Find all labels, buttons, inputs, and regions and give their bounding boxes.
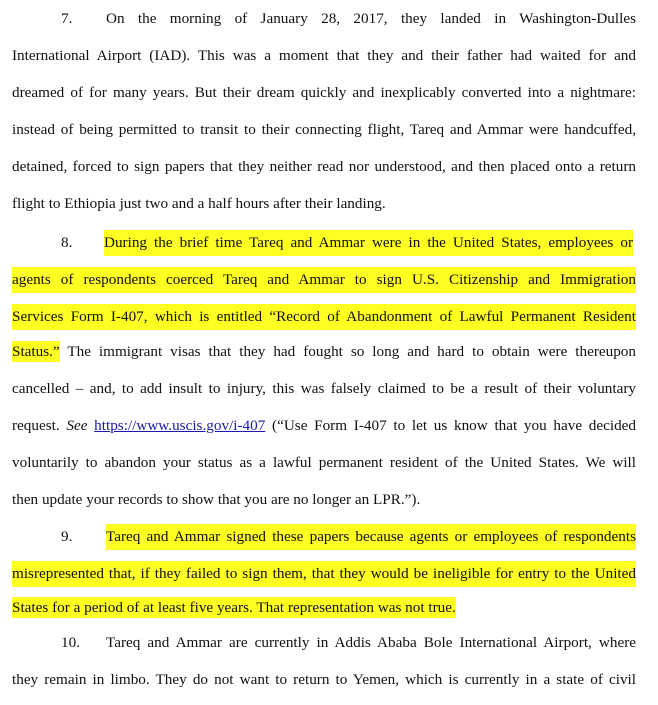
paragraph-number: 7.: [61, 10, 73, 27]
paragraph-7-line-3: dreamed of for many years. But their dream quickly and inexplicably converted into a nightmare:: [12, 84, 636, 101]
paragraph-text: On the morning of January 28, 2017, they landed in Washington-Dulles: [106, 10, 636, 27]
paragraph-8-line-7: voluntarily to abandon your status as a lawful permanent resident of the United States. We will: [12, 454, 636, 471]
paragraph-7-line-4: instead of being permitted to transit to their connecting flight, Tareq and Ammar were handcuffed,: [12, 121, 636, 138]
paragraph-8-line-8: then update your records to show that you are no longer an LPR.”).: [12, 491, 421, 508]
uscis-form-i407-link[interactable]: https://www.uscis.gov/i-407: [94, 417, 266, 434]
highlighted-text: Tareq and Ammar signed these papers because agents or employees of respondents: [106, 524, 636, 550]
highlighted-text: Status.”: [12, 343, 60, 360]
paragraph-text: (“Use Form I-407 to let us know that you have decided: [265, 417, 637, 434]
paragraph-number: 9.: [61, 528, 73, 545]
highlighted-text: Services Form I-407, which is entitled “Record of Abandonment of Lawful Permanent Resident: [12, 304, 636, 330]
paragraph-10-line-2: they remain in limbo. They do not want to return to Yemen, which is currently in a state of civil: [12, 671, 636, 688]
paragraph-7-line-5: detained, forced to sign papers that they neither read nor understood, and then placed onto a return: [12, 158, 636, 175]
paragraph-8-line-4: [12, 341, 636, 363]
paragraph-8-line-6: [12, 415, 636, 437]
paragraph-text: Tareq and Ammar are currently in Addis Ababa Bole International Airport, where: [106, 634, 636, 651]
paragraph-7-line-6: flight to Ethiopia just two and a half hours after their landing.: [12, 195, 386, 212]
paragraph-8-line-2: [12, 267, 636, 289]
paragraph-9-line-3: [12, 597, 456, 619]
paragraph-number: 8.: [61, 234, 73, 251]
highlighted-text: States for a period of at least five years. That representation was not true.: [12, 599, 456, 616]
paragraph-7-line-1: [61, 8, 636, 30]
paragraph-number: 10.: [61, 634, 80, 651]
paragraph-7-line-2: International Airport (IAD). This was a moment that they and their father had waited for and: [12, 47, 636, 64]
paragraph-9-line-2: [12, 561, 636, 583]
paragraph-text: The immigrant visas that they had fought so long and hard to obtain were thereupon: [59, 343, 636, 360]
citation-signal: See: [66, 417, 88, 434]
paragraph-8-line-1: [61, 230, 633, 252]
highlighted-text: agents of respondents coerced Tareq and Ammar to sign U.S. Citizenship and Immigration: [12, 267, 636, 293]
highlighted-text: During the brief time Tareq and Ammar were in the United States, employees or: [104, 230, 633, 256]
highlighted-text: misrepresented that, if they failed to sign them, that they would be ineligible for entry to the United: [12, 561, 636, 587]
paragraph-8-line-3: [12, 304, 636, 326]
paragraph-8-line-5: cancelled – and, to add insult to injury, this was falsely claimed to be a result of their voluntary: [12, 380, 636, 397]
paragraph-text: request.: [12, 417, 67, 434]
paragraph-9-line-1: [61, 524, 636, 546]
paragraph-10-line-1: [61, 632, 636, 654]
